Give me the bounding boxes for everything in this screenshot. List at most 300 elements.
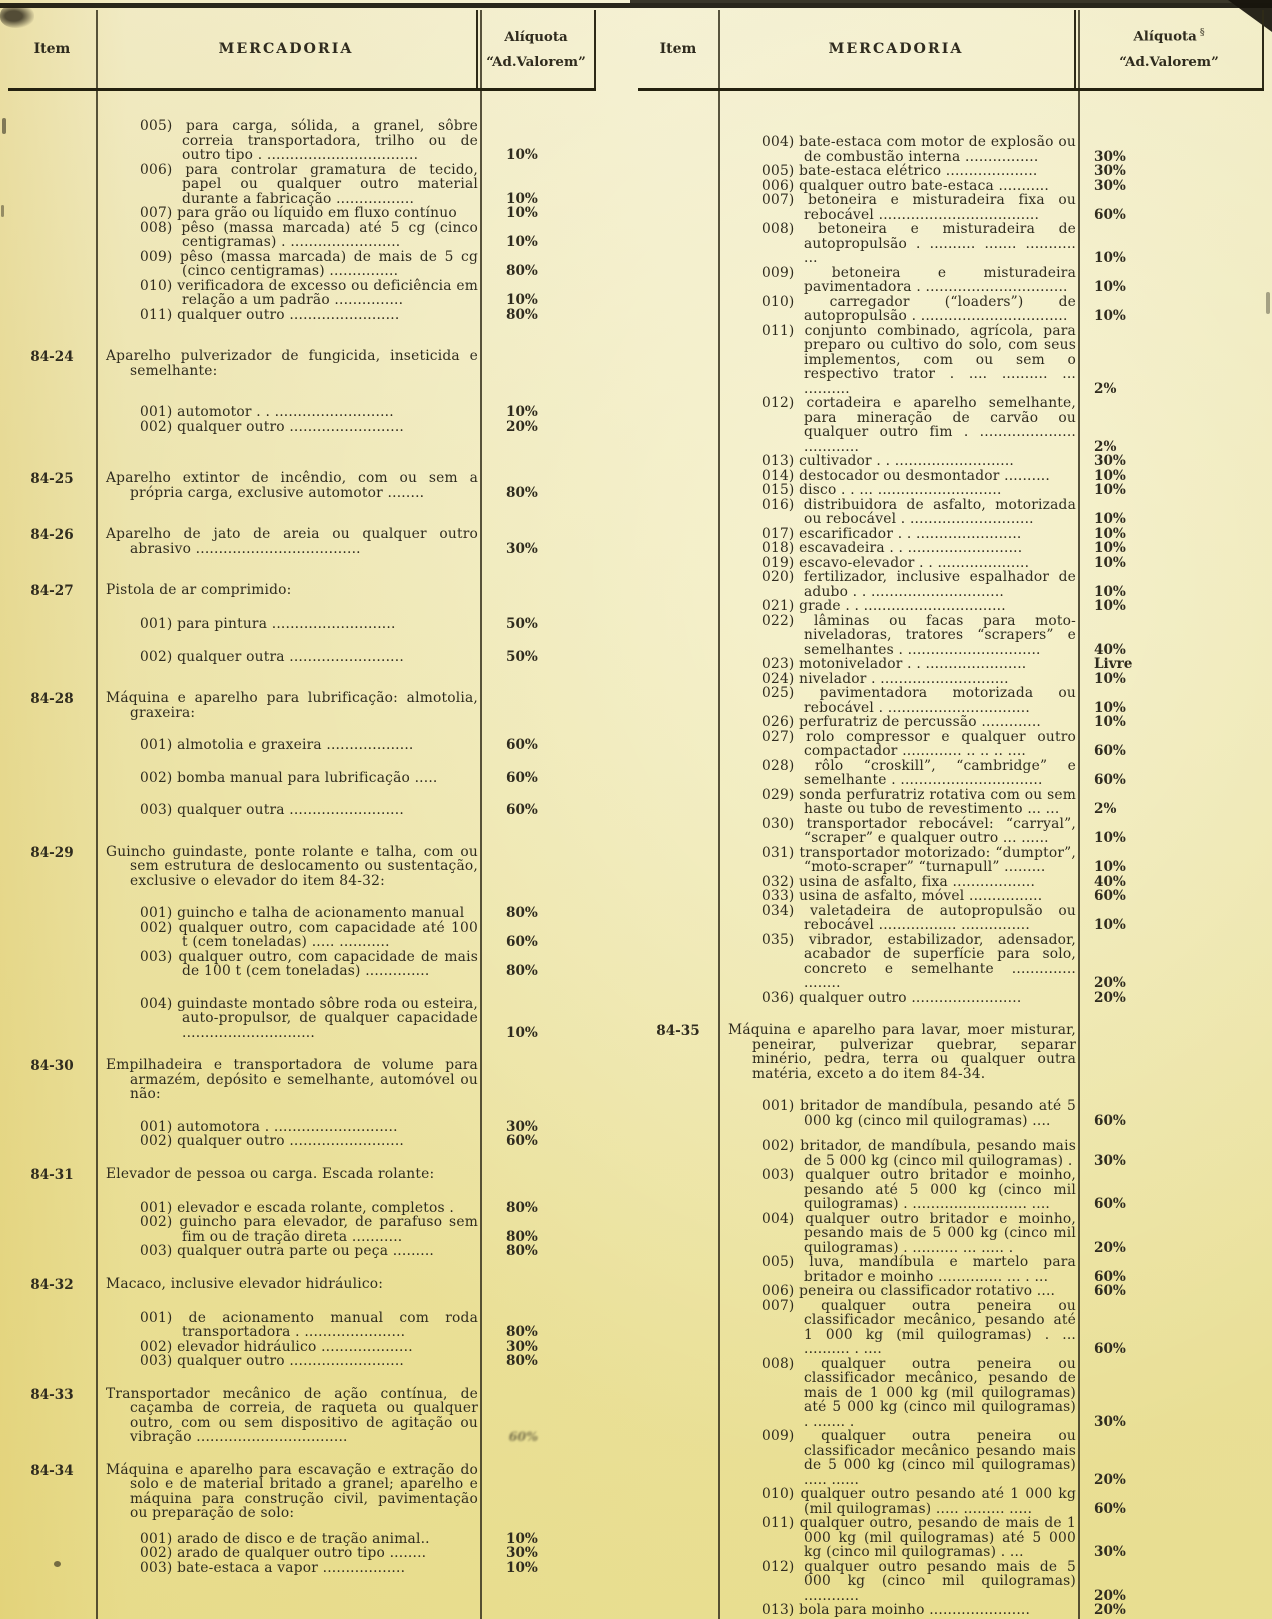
item-code xyxy=(638,672,718,673)
item-description: 004) bate-estaca com motor de explosão ou de combustão interna ................ xyxy=(762,134,1076,165)
tariff-row xyxy=(638,1139,1264,1168)
tariff-row xyxy=(638,1212,1264,1256)
item-code xyxy=(638,483,718,484)
rate-value: 30% xyxy=(1094,453,1126,469)
rate-value: 10% xyxy=(1094,482,1126,498)
item-code xyxy=(638,1487,718,1488)
header-aliquota-line1: Alíquota § xyxy=(1133,28,1205,45)
item-description: 006) para controlar gramatura de tecido, papel ou qualquer outro material durante a fabricação ................. xyxy=(140,161,478,207)
tariff-row xyxy=(638,991,1264,1006)
tariff-row xyxy=(8,1340,596,1355)
header-aliquota-line2: “Ad.Valorem” xyxy=(486,53,586,70)
tariff-row xyxy=(638,715,1264,730)
item-code xyxy=(8,803,96,804)
rate-value: 20% xyxy=(1094,1602,1126,1618)
item-description: 032) usina de asfalto, fixa .................. xyxy=(762,873,1036,890)
item-description: 006) peneira ou classificador rotativo .... xyxy=(762,1283,1056,1299)
rate-value: 2% xyxy=(1094,380,1117,397)
item-code: 84-28 xyxy=(30,691,74,707)
item-description: 008) betoneira e misturadeira de autopropulsão . .......... ....... ........... ... xyxy=(762,221,1076,266)
header-aliquota-line1: Alíquota xyxy=(504,28,568,45)
tariff-row xyxy=(8,691,596,720)
tariff-row xyxy=(638,498,1264,527)
item-code xyxy=(8,1561,96,1562)
item-code xyxy=(8,1311,96,1312)
tariff-row xyxy=(8,583,596,599)
item-description: 026) perfuratriz de percussão ............. xyxy=(762,714,1041,730)
ink-tick xyxy=(2,118,6,134)
item-description: 004) qualquer outro britador e moinho, pesando mais de 5 000 kg (cinco mil quilogramas) . .......... ... ..... . xyxy=(762,1210,1076,1256)
rate-value: 20% xyxy=(506,418,538,435)
tariff-row xyxy=(638,1023,1264,1081)
rate-value: 10% xyxy=(506,404,538,420)
tariff-row xyxy=(8,906,596,921)
rate-value: 30% xyxy=(1094,148,1126,165)
rate-value: 60% xyxy=(1094,772,1126,788)
header-aliquota xyxy=(1074,10,1264,88)
item-code: 84-33 xyxy=(30,1386,74,1403)
tariff-row xyxy=(8,997,596,1041)
item-code xyxy=(638,614,718,615)
rate-value: 30% xyxy=(506,540,538,557)
item-code xyxy=(638,1357,718,1358)
item-code xyxy=(638,1284,718,1285)
item-code xyxy=(8,420,96,421)
rate-value: 80% xyxy=(506,1353,538,1369)
header-aliquota-line2: “Ad.Valorem” xyxy=(1119,53,1219,70)
item-description: 028) rôlo “croskill”, “cambridge” e semelhante . ............................... xyxy=(762,757,1076,788)
item-code xyxy=(8,308,96,309)
item-code xyxy=(638,295,718,296)
tariff-row xyxy=(8,1201,596,1216)
rate-value: 50% xyxy=(506,648,538,665)
tariff-row xyxy=(638,164,1264,179)
item-description: 018) escavadeira . . ......................... xyxy=(762,540,1023,556)
item-description: 019) escavo-elevador . . .................... xyxy=(762,554,1030,571)
item-code xyxy=(638,1429,718,1430)
item-code xyxy=(638,570,718,571)
item-code xyxy=(638,1299,718,1300)
tariff-row xyxy=(8,1215,596,1244)
rate-value: 40% xyxy=(1094,873,1126,890)
item-code xyxy=(8,617,96,618)
tariff-row xyxy=(638,933,1264,991)
item-description: 001) automotora . ........................... xyxy=(140,1118,398,1135)
rate-value: 20% xyxy=(1094,1239,1126,1256)
tariff-row xyxy=(638,541,1264,556)
item-code: 84-29 xyxy=(30,844,74,861)
rate-value: 60% xyxy=(507,1429,540,1445)
item-description: 001) de acionamento manual com roda transportadora . ...................... xyxy=(140,1309,478,1340)
item-description: 024) nivelador . ............................ xyxy=(762,670,1009,687)
item-code xyxy=(638,686,718,687)
item-description: 005) luva, mandíbula e martelo para britador e moinho .............. ... . ... xyxy=(762,1254,1076,1285)
tariff-row xyxy=(638,1357,1264,1430)
tariff-row xyxy=(8,738,596,753)
rate-value: 30% xyxy=(1094,1152,1126,1169)
item-description: 002) qualquer outro ......................... xyxy=(140,418,404,435)
item-code xyxy=(638,715,718,716)
top-rule-right xyxy=(630,0,1272,3)
rate-value: 10% xyxy=(506,205,538,221)
item-description: 002) guincho para elevador, de parafuso sem fim ou de tração direta ........... xyxy=(140,1214,478,1245)
tariff-row xyxy=(638,266,1264,295)
rate-value: 20% xyxy=(1094,1471,1126,1488)
item-code xyxy=(8,1244,96,1245)
tariff-row xyxy=(8,1354,596,1369)
item-code xyxy=(638,759,718,760)
item-code xyxy=(8,950,96,951)
tariff-row xyxy=(8,1058,596,1102)
rate-value: 10% xyxy=(506,1024,538,1041)
tariff-row xyxy=(638,222,1264,266)
item-code xyxy=(638,1255,718,1256)
rate-value: 60% xyxy=(1094,1500,1126,1517)
tariff-row xyxy=(8,308,596,323)
item-code xyxy=(8,250,96,251)
item-code xyxy=(638,454,718,455)
tariff-row xyxy=(638,1255,1264,1284)
item-code xyxy=(8,738,96,739)
rate-value: 60% xyxy=(506,802,538,818)
item-description: 001) guincho e talha de acionamento manual xyxy=(140,905,465,921)
item-code xyxy=(638,817,718,818)
item-description: 003) qualquer outro ......................... xyxy=(140,1353,404,1369)
item-description: 001) almotolia e graxeira ................... xyxy=(140,737,414,753)
rate-value: 20% xyxy=(1094,1587,1126,1604)
tariff-row xyxy=(638,889,1264,904)
right-table-header xyxy=(638,10,1264,91)
rate-value: 10% xyxy=(1094,859,1126,875)
tariff-row xyxy=(638,469,1264,484)
item-code xyxy=(8,1532,96,1533)
tariff-row xyxy=(8,1311,596,1340)
item-description: 017) escarificador . . ....................... xyxy=(762,525,1022,542)
rate-value: 30% xyxy=(506,1338,538,1355)
rate-value: Livre xyxy=(1094,656,1133,672)
item-description: 010) carregador (“loaders”) de autopropulsão . ................................ xyxy=(762,293,1076,324)
item-code xyxy=(638,1603,718,1604)
tariff-row xyxy=(638,527,1264,542)
item-description: 007) qualquer outra peneira ou classificador mecânico, pesando até 1 000 kg (mil quilogramas) . ... .......... . .... xyxy=(762,1297,1076,1357)
item-description: 034) valetadeira de autopropulsão ou rebocável ................. ............... xyxy=(762,902,1076,933)
item-code xyxy=(8,206,96,207)
item-description: 001) para pintura ........................... xyxy=(140,616,396,632)
tariff-row xyxy=(8,349,596,378)
rate-value: 10% xyxy=(506,1559,538,1576)
top-rule xyxy=(0,3,1272,8)
rate-value: 40% xyxy=(1094,641,1126,658)
item-code xyxy=(638,469,718,470)
rate-value: 80% xyxy=(506,1324,538,1340)
item-description: 020) fertilizador, inclusive espalhador de adubo . . ............................. xyxy=(762,569,1076,600)
tariff-row xyxy=(638,179,1264,194)
rate-value: 60% xyxy=(1094,1196,1126,1212)
item-code xyxy=(8,119,96,120)
item-description: 001) britador de mandíbula, pesando até 5 000 kg (cinco mil quilogramas) .... xyxy=(762,1098,1076,1129)
tariff-row xyxy=(638,324,1264,397)
tariff-row xyxy=(8,1561,596,1576)
item-description: Máquina e aparelho para lubrificação: almotolia, graxeira: xyxy=(106,690,478,721)
rate-value: 60% xyxy=(1094,206,1126,223)
rate-value: 2% xyxy=(1094,801,1117,817)
right-table xyxy=(638,10,1264,1619)
item-code xyxy=(8,405,96,406)
rate-value: 10% xyxy=(1094,250,1126,266)
item-code xyxy=(638,1212,718,1213)
item-code xyxy=(638,1099,718,1100)
rate-value: 10% xyxy=(1094,670,1126,687)
item-description: 003) qualquer outro, com capacidade de mais de 100 t (cem toneladas) .............. xyxy=(140,948,478,979)
item-code xyxy=(638,846,718,847)
tariff-row xyxy=(8,921,596,950)
rate-value: 60% xyxy=(506,737,538,753)
item-code xyxy=(638,324,718,325)
item-description: 005) bate-estaca elétrico .................... xyxy=(762,163,1038,179)
item-description: 021) grade . . ............................... xyxy=(762,598,1006,614)
left-table-body xyxy=(8,91,596,1575)
item-description: Macaco, inclusive elevador hidráulico: xyxy=(106,1275,384,1292)
header-aliquota xyxy=(476,10,596,88)
item-code xyxy=(638,179,718,180)
rate-value: 30% xyxy=(506,1545,538,1561)
item-code xyxy=(8,1546,96,1547)
item-code: 84-34 xyxy=(30,1462,74,1479)
item-description: 002) qualquer outro, com capacidade até 100 t (cem toneladas) ..... ........... xyxy=(140,919,478,950)
rate-value: 10% xyxy=(1094,917,1126,933)
item-description: 005) para carga, sólida, a granel, sôbre correia transportadora, trilho ou de outro tipo . ................................. xyxy=(140,118,478,163)
tariff-row xyxy=(638,788,1264,817)
tariff-row xyxy=(8,771,596,786)
tariff-row xyxy=(8,279,596,308)
item-description: 002) qualquer outra ......................... xyxy=(140,648,404,665)
tariff-row xyxy=(8,803,596,818)
tariff-row xyxy=(8,617,596,632)
rate-value: 80% xyxy=(506,1243,538,1259)
item-code xyxy=(638,164,718,165)
tariff-row xyxy=(638,1099,1264,1128)
item-code xyxy=(638,222,718,223)
rate-value: 60% xyxy=(506,769,538,786)
item-code xyxy=(638,730,718,731)
item-code xyxy=(8,1134,96,1135)
tariff-row xyxy=(638,686,1264,715)
item-description: 022) lâminas ou facas para moto-niveladoras, tratores “scrapers” e semelhantes . ............................. xyxy=(762,612,1076,658)
rate-value: 60% xyxy=(1094,743,1126,759)
rate-value: 10% xyxy=(1094,540,1126,556)
tariff-row xyxy=(638,193,1264,222)
item-code: 84-35 xyxy=(656,1023,700,1039)
item-description: 001) automotor . . .......................... xyxy=(140,404,394,420)
item-code xyxy=(638,396,718,397)
rate-value: 60% xyxy=(1094,1341,1126,1357)
rate-value: 60% xyxy=(1094,888,1126,904)
item-code xyxy=(8,1215,96,1216)
tariff-row xyxy=(638,454,1264,469)
rate-value: 20% xyxy=(1094,975,1126,991)
item-description: 007) para grão ou líquido em fluxo contínuo xyxy=(140,205,457,221)
rate-value: 80% xyxy=(506,963,538,979)
item-description: 016) distribuidora de asfalto, motorizada ou rebocável . ........................... xyxy=(762,496,1076,527)
tariff-row xyxy=(638,570,1264,599)
item-description: Empilhadeira e transportadora de volume para armazém, depósito e semelhante, automóvel ou não: xyxy=(106,1057,478,1102)
tariff-row xyxy=(8,1120,596,1135)
item-description: 002) britador, de mandíbula, pesando mais de 5 000 kg (cinco mil quilogramas) . xyxy=(762,1138,1076,1169)
tariff-row xyxy=(8,1167,596,1183)
tariff-row xyxy=(638,657,1264,672)
rate-value: 10% xyxy=(1094,598,1126,614)
item-description: 002) elevador hidráulico .................... xyxy=(140,1338,413,1355)
item-code xyxy=(638,1560,718,1561)
rate-value: 10% xyxy=(1094,308,1126,324)
rate-value: 80% xyxy=(506,306,538,323)
tariff-row xyxy=(638,599,1264,614)
item-code xyxy=(638,541,718,542)
item-description: 025) pavimentadora motorizada ou rebocável . ............................... xyxy=(762,685,1076,716)
tariff-row xyxy=(638,614,1264,658)
item-code xyxy=(8,1354,96,1355)
item-description: 002) qualquer outro ......................... xyxy=(140,1133,404,1149)
item-description: 002) arado de qualquer outro tipo ........ xyxy=(140,1545,427,1561)
item-code xyxy=(8,771,96,772)
item-code xyxy=(8,997,96,998)
item-code xyxy=(638,904,718,905)
rate-value: 10% xyxy=(506,234,538,250)
item-code xyxy=(638,933,718,934)
item-description: Elevador de pessoa ou carga. Escada rolante: xyxy=(106,1165,435,1182)
item-code xyxy=(638,991,718,992)
rate-value: 60% xyxy=(506,1133,538,1149)
item-code: 84-24 xyxy=(30,349,74,365)
rate-value: 80% xyxy=(506,1199,538,1216)
item-code xyxy=(638,889,718,890)
item-description: Transportador mecânico de ação contínua, de caçamba de correia, de raqueta ou qualquer outro, com ou sem dispositivo de agitação ou vibração ................................. xyxy=(106,1385,478,1445)
item-code xyxy=(8,906,96,907)
item-code xyxy=(8,163,96,164)
tariff-row xyxy=(638,1168,1264,1212)
item-code: 84-26 xyxy=(30,527,74,543)
tariff-row xyxy=(638,672,1264,687)
tariff-row xyxy=(8,119,596,163)
item-code xyxy=(638,788,718,789)
tariff-row xyxy=(8,471,596,500)
tariff-row xyxy=(8,250,596,279)
item-description: 002) bomba manual para lubrificação ..... xyxy=(140,769,438,786)
tariff-row xyxy=(8,650,596,665)
item-description: 023) motonivelador . . ...................... xyxy=(762,656,1027,672)
item-description: 011) qualquer outro ........................ xyxy=(140,306,400,323)
item-code: 84-25 xyxy=(30,471,74,487)
tariff-row xyxy=(638,556,1264,571)
rate-value: 60% xyxy=(1094,1268,1126,1285)
ink-tick xyxy=(1266,292,1270,314)
item-description: 009) pêso (massa marcada) de mais de 5 cg (cinco centigramas) ............... xyxy=(140,248,478,279)
left-table xyxy=(8,10,596,1619)
item-code: 84-31 xyxy=(30,1166,74,1183)
item-description: Aparelho pulverizador de fungicida, inseticida e semelhante: xyxy=(106,348,478,379)
rate-value: 2% xyxy=(1094,438,1117,455)
rate-value: 60% xyxy=(506,934,538,950)
item-description: 009) qualquer outra peneira ou classificador mecânico pesando mais de 5 000 kg (cinco mil quilogramas) ..... ...... xyxy=(762,1428,1076,1488)
tariff-row xyxy=(8,221,596,250)
tariff-row xyxy=(638,295,1264,324)
rate-value: 80% xyxy=(506,905,538,921)
item-description: 011) qualquer outro, pesando de mais de 1 000 kg (mil quilogramas) até 5 000 kg (cinco mil quilogramas) . ... xyxy=(762,1515,1076,1560)
item-code xyxy=(638,266,718,267)
item-code xyxy=(638,556,718,557)
tariff-row xyxy=(638,904,1264,933)
rate-value: 30% xyxy=(506,1118,538,1135)
item-description: Máquina e aparelho para lavar, moer misturar, peneirar, pulverizar quebrar, separar minério, pedra, terra ou qualquer outra matéria, exceto a do item 84-34. xyxy=(728,1022,1076,1082)
header-mercadoria: MERCADORIA xyxy=(218,41,354,57)
tariff-row xyxy=(638,759,1264,788)
tariff-row xyxy=(8,1463,596,1521)
item-code xyxy=(638,527,718,528)
item-description: 008) qualquer outra peneira ou classificador mecânico, pesando de mais de 1 000 kg (mil quilogramas) até 5 000 kg (cinco mil quilogramas) . ....... . xyxy=(762,1355,1076,1430)
rate-value: 10% xyxy=(1094,699,1126,716)
rate-value: 60% xyxy=(1094,1112,1126,1129)
rate-value: 30% xyxy=(1094,163,1126,179)
tariff-row xyxy=(638,1487,1264,1516)
item-description: 015) disco . . ... ........................... xyxy=(762,482,1002,498)
rate-value: 10% xyxy=(506,1530,538,1547)
tariff-row xyxy=(638,1516,1264,1560)
rate-value: 50% xyxy=(506,616,538,632)
tariff-row xyxy=(638,1299,1264,1357)
tariff-row xyxy=(638,875,1264,890)
rate-value: 10% xyxy=(1094,830,1126,846)
ink-tick xyxy=(1,205,4,217)
rate-value: 30% xyxy=(1094,177,1126,194)
tariff-row xyxy=(8,950,596,979)
item-description: 003) qualquer outra parte ou peça ......... xyxy=(140,1243,434,1259)
rate-value: 10% xyxy=(1094,511,1126,527)
item-description: 004) guindaste montado sôbre roda ou esteira, auto-propulsor, de qualquer capacidade ............................. xyxy=(140,995,478,1041)
rate-value: 10% xyxy=(1094,583,1126,600)
item-code xyxy=(638,599,718,600)
item-description: 001) arado de disco e de tração animal.. xyxy=(140,1530,430,1547)
item-code xyxy=(638,498,718,499)
item-code xyxy=(638,1139,718,1140)
item-description: 009) betoneira e misturadeira pavimentadora . ............................... xyxy=(762,264,1076,295)
rate-value: 10% xyxy=(1094,467,1126,484)
rate-value: 30% xyxy=(1094,1544,1126,1560)
item-code xyxy=(638,1516,718,1517)
item-code: 84-32 xyxy=(30,1276,74,1293)
item-description: 001) elevador e escada rolante, completos . xyxy=(140,1199,454,1216)
item-description: 007) betoneira e misturadeira fixa ou rebocável ................................... xyxy=(762,192,1076,223)
item-description: 030) transportador rebocável: “carryal”, “scraper” e qualquer outro ... ...... xyxy=(762,815,1076,846)
item-description: 003) qualquer outro britador e moinho, pesando até 5 000 kg (cinco mil quilogramas) . ......................... .... xyxy=(762,1167,1076,1212)
item-description: 027) rolo compressor e qualquer outro compactador ............. .. .. .. .... xyxy=(762,728,1076,759)
item-description: 014) destocador ou desmontador .......... xyxy=(762,467,1050,484)
tariff-row xyxy=(638,817,1264,846)
rate-value: 10% xyxy=(506,190,538,207)
ink-mark: § xyxy=(1199,28,1205,39)
right-table-body xyxy=(638,91,1264,1618)
item-code xyxy=(8,650,96,651)
item-description: 006) qualquer outro bate-estaca ........... xyxy=(762,177,1049,194)
item-description: 029) sonda perfuratriz rotativa com ou sem haste ou tubo de revestimento ... ... xyxy=(762,786,1076,817)
tariff-row xyxy=(638,1603,1264,1618)
rate-value: 10% xyxy=(1094,279,1126,295)
tariff-row xyxy=(8,405,596,420)
item-description: 003) qualquer outra ......................... xyxy=(140,802,404,818)
item-description: 003) bate-estaca a vapor .................. xyxy=(140,1559,406,1576)
item-description: 012) qualquer outro pesando mais de 5 000 kg (cinco mil quilogramas) ............ xyxy=(762,1558,1076,1604)
item-description: 012) cortadeira e aparelho semelhante, para mineração de carvão ou qualquer outro fim . ..................... ............ xyxy=(762,395,1076,455)
tariff-row xyxy=(638,1429,1264,1487)
